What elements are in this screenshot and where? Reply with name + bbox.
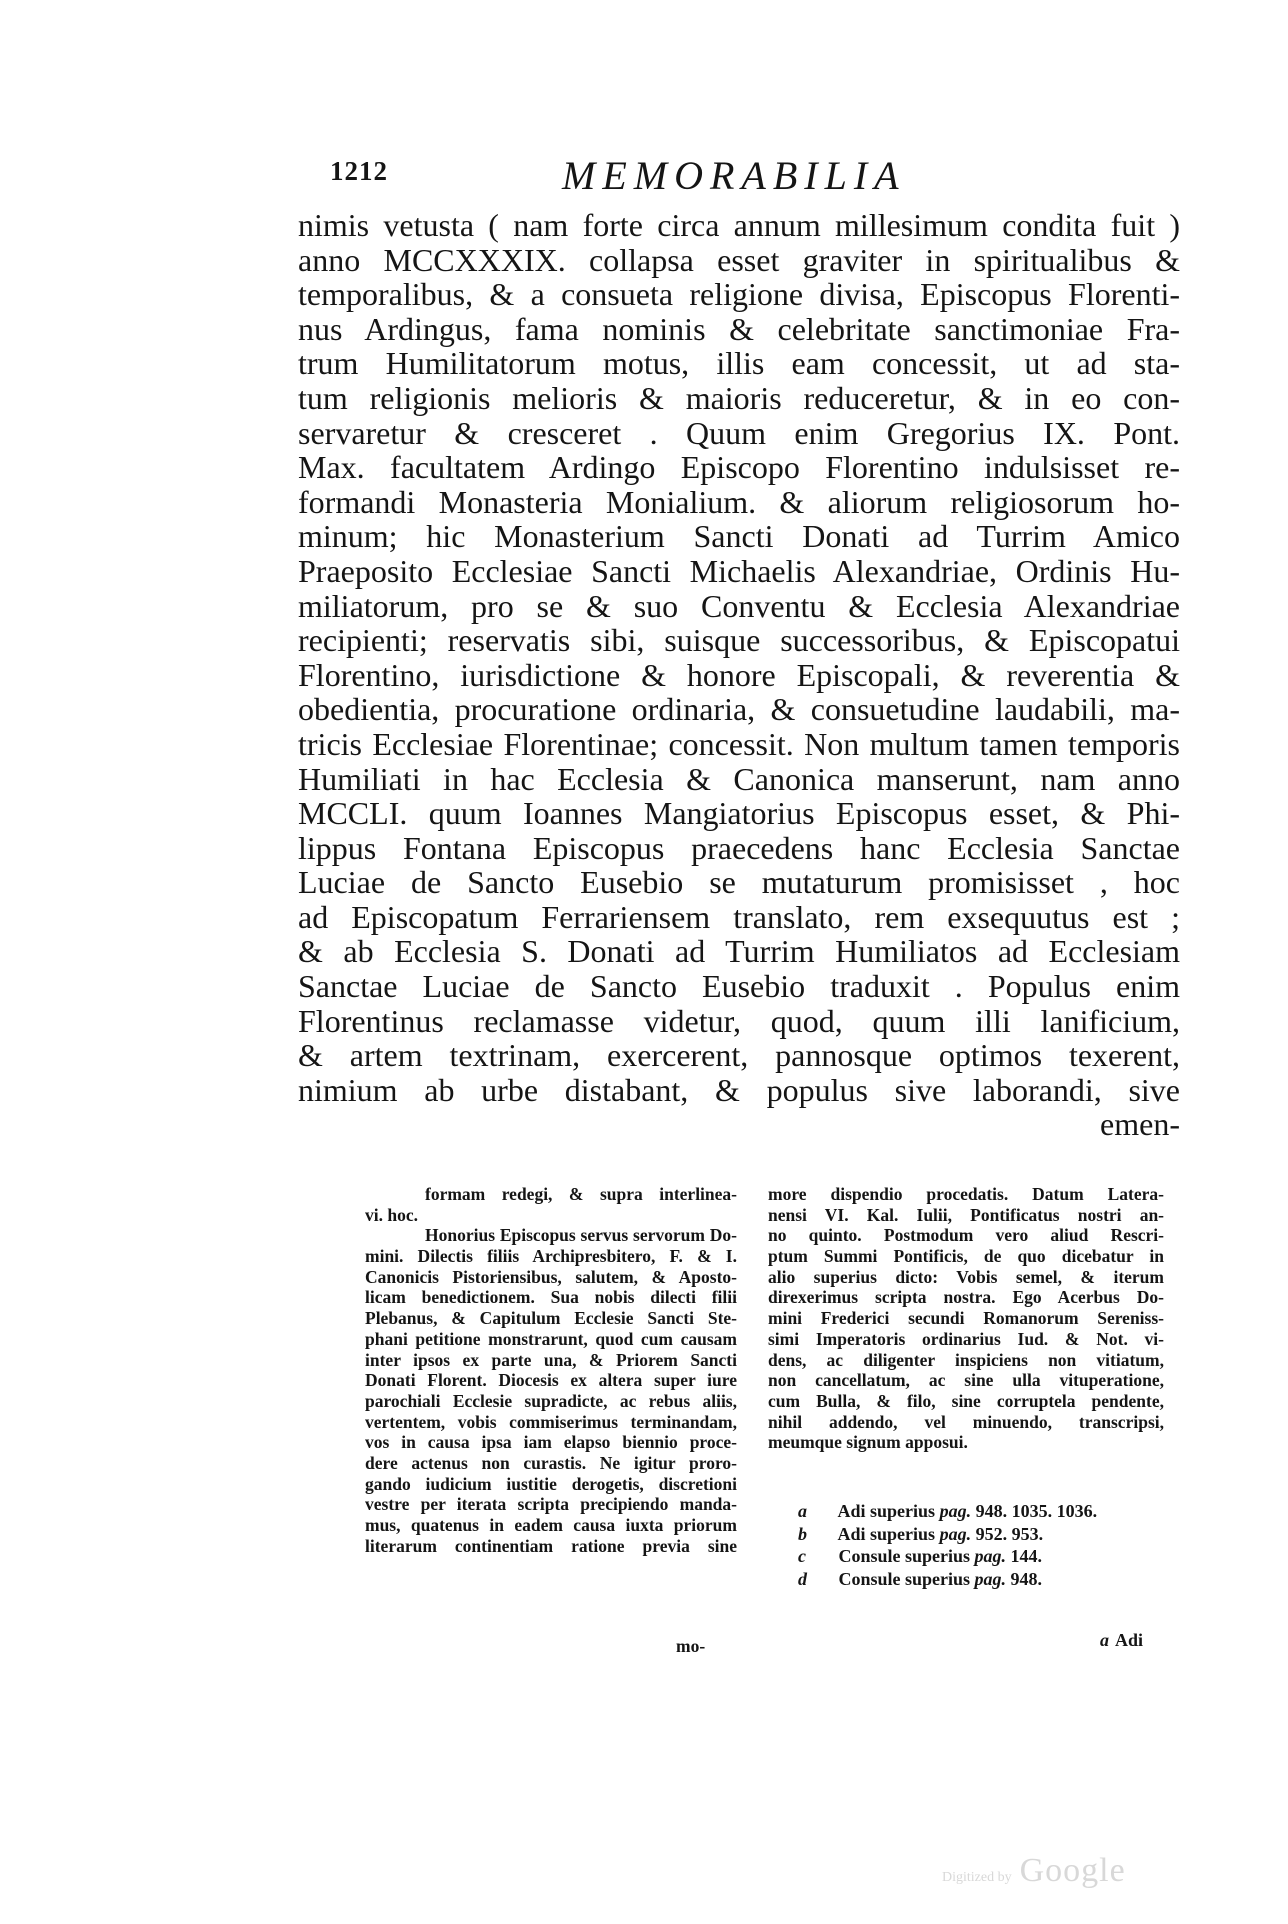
- footnote-column-left: [365, 1184, 737, 1556]
- watermark-caption: Digitized by: [942, 1870, 1012, 1885]
- reference-pag: pag.: [974, 1568, 1007, 1589]
- note-line: Canonicis Pistoriensibus, salutem, & Aposto-: [365, 1266, 737, 1287]
- note-line: vestre per iterata scripta precipiendo manda-: [365, 1494, 737, 1515]
- note-line: Plebanus, & Capitulum Ecclesie Sancti Ste-: [365, 1308, 737, 1329]
- note-line: vertentem, vobis commiserimus terminandam,: [365, 1411, 737, 1432]
- text-line: & artem textrinam, exercerent, pannosque optimos texerent,: [298, 1037, 1180, 1074]
- text-line: & ab Ecclesia S. Donati ad Turrim Humiliatos ad Ecclesiam: [298, 933, 1180, 970]
- footnote-column-right: [768, 1184, 1164, 1453]
- note-line: Donati Florent. Diocesis ex altera super iure: [365, 1370, 737, 1391]
- reference-pag: pag.: [974, 1546, 1007, 1566]
- watermark-logo: Google: [1019, 1852, 1126, 1889]
- note-line: parochiali Ecclesie supradicte, ac rebus aliis,: [365, 1390, 737, 1411]
- running-title: MEMORABILIA: [562, 153, 906, 198]
- note-line: dere actenus non curastis. Ne igitur proro-: [365, 1452, 737, 1473]
- text-line: MCCLI. quum Ioannes Mangiatorius Episcopus esset, & Phi-: [298, 795, 1180, 832]
- text-line: Max. facultatem Ardingo Episcopo Florentino indulsisset re-: [298, 449, 1180, 486]
- catchword: emen-: [1100, 1106, 1180, 1143]
- note-line: inter ipsos ex parte una, & Priorem Sancti: [365, 1349, 737, 1370]
- text-line: miliatorum, pro se & suo Conventu & Ecclesia Alexandriae: [298, 587, 1180, 624]
- text-line: temporalibus, & a consueta religione divisa, Episcopus Florenti-: [298, 276, 1180, 313]
- note-line: Honorius Episcopus servus servorum Do-: [425, 1225, 737, 1246]
- text-line: anno MCCXXXIX. collapsa esset graviter in spiritualibus &: [298, 241, 1180, 278]
- reference-letter: d: [798, 1568, 807, 1589]
- note-line: no quinto. Postmodum vero aliud Rescri-: [768, 1225, 1164, 1246]
- note-line: direxerimus scripta nostra. Ego Acerbus Do-: [768, 1287, 1164, 1308]
- note-line: vi. hoc.: [365, 1204, 418, 1225]
- footnote-mark: d: [1242, 1880, 1244, 1881]
- reference-list: [798, 1500, 1188, 1590]
- text-line: Praeposito Ecclesiae Sancti Michaelis Alexandriae, Ordinis Hu-: [298, 552, 1180, 589]
- text-line: ad Episcopatum Ferrariensem translato, rem exsequutus est ;: [298, 898, 1180, 935]
- reference-item: [798, 1568, 1188, 1591]
- text-line: obedientia, procuratione ordinaria, & consuetudine laudabili, ma-: [298, 691, 1180, 728]
- note-line: vos in causa ipsa iam elapso biennio proce-: [365, 1432, 737, 1453]
- note-line: dens, ac diligenter inspiciens non vitiatum,: [768, 1349, 1164, 1370]
- digitization-watermark: [942, 1852, 1126, 1890]
- reference-pages: 144.: [1010, 1546, 1043, 1566]
- reference-item: [798, 1500, 1188, 1523]
- note-line: nensi VI. Kal. Iulii, Pontificatus nostri an-: [768, 1204, 1164, 1225]
- reference-pages: 948.: [1010, 1568, 1043, 1589]
- note-line: nihil addendo, vel minuendo, transcripsi,: [768, 1411, 1164, 1432]
- note-line: non cancellatum, ac sine ulla vituperatione,: [768, 1370, 1164, 1391]
- text-line: Luciae de Sancto Eusebio se mutaturum promisisset , hoc: [298, 864, 1180, 901]
- note-line: formam redegi, & supra interlinea-: [425, 1184, 737, 1204]
- footnote-mark: a: [1240, 1880, 1241, 1881]
- text-line: nimis vetusta ( nam forte circa annum millesimum condita fuit ): [298, 207, 1180, 243]
- text-line: nus Ardingus, fama nominis & celebritate sanctimoniae Fra-: [298, 310, 1180, 347]
- reference-catchword-letter: a: [1100, 1630, 1109, 1650]
- note-line: ptum Summi Pontificis, de quo dicebatur in: [768, 1246, 1164, 1267]
- note-line: licam benedictionem. Sua nobis dilecti filii: [365, 1287, 737, 1308]
- page-number: 1212: [330, 156, 388, 186]
- reference-letter: c: [798, 1546, 806, 1566]
- reference-text: Adi superius: [837, 1523, 936, 1544]
- text-line-content: servaretur & cresceret . Quum enim Gregorius IX. Pont.: [298, 414, 1180, 451]
- text-line: [298, 416, 1180, 451]
- text-line: minum; hic Monasterium Sancti Donati ad Turrim Amico: [298, 518, 1180, 555]
- note-line: gando iudicium iustitie derogetis, discretioni: [365, 1473, 737, 1494]
- text-line: trum Humilitatorum motus, illis eam concessit, ut ad sta-: [298, 345, 1180, 382]
- note-line: phani petitione monstrarunt, quod cum causam: [365, 1328, 737, 1349]
- reference-letter: a: [798, 1501, 807, 1521]
- reference-letter: b: [798, 1523, 807, 1544]
- reference-pag: pag.: [939, 1501, 972, 1521]
- text-line: Sanctae Luciae de Sancto Eusebio traduxit . Populus enim: [298, 968, 1180, 1005]
- note-line: mini Frederici secundi Romanorum Sereniss-: [768, 1308, 1164, 1329]
- footnote-marks: [1240, 1880, 1243, 1881]
- reference-text: Consule superius: [838, 1568, 971, 1589]
- note-line: cum Bulla, & filo, sine corruptela pendente,: [768, 1390, 1164, 1411]
- text-line: Humiliati in hac Ecclesia & Canonica manserunt, nam anno: [298, 760, 1180, 797]
- reference-item: [798, 1545, 1188, 1568]
- footnote-mark: c: [1241, 1880, 1243, 1881]
- main-text: [298, 208, 1180, 1142]
- text-line: nimium ab urbe distabant, & populus sive laborandi, sive: [298, 1071, 1180, 1108]
- reference-text: Adi superius: [837, 1501, 936, 1521]
- note-line: mini. Dilectis filiis Archipresbitero, F. & I.: [365, 1246, 737, 1267]
- reference-item: [798, 1523, 1188, 1546]
- reference-pages: 952. 953.: [975, 1523, 1044, 1544]
- footnote-catchword: mo-: [676, 1636, 706, 1656]
- note-line: mus, quatenus in eadem causa iuxta priorum: [365, 1515, 737, 1535]
- reference-catchword: [1100, 1630, 1143, 1651]
- note-line: simi Imperatoris ordinarius Iud. & Not. vi-: [768, 1328, 1164, 1349]
- reference-catchword-text: Adi: [1115, 1630, 1144, 1650]
- text-line: Florentinus reclamasse videtur, quod, quum illi lanificium,: [298, 1002, 1180, 1039]
- reference-text: Consule superius: [838, 1546, 971, 1566]
- note-line: literarum continentiam ratione previa sine: [365, 1535, 737, 1556]
- text-line: Florentino, iurisdictione & honore Episcopali, & reverentia &: [298, 656, 1180, 693]
- reference-pages: 948. 1035. 1036.: [975, 1501, 1098, 1521]
- text-line: lippus Fontana Episcopus praecedens hanc Ecclesia Sanctae: [298, 829, 1180, 866]
- text-line: formandi Monasteria Monialium. & aliorum religiosorum ho-: [298, 483, 1180, 520]
- reference-pag: pag.: [939, 1523, 972, 1544]
- page-header: [290, 152, 1170, 202]
- note-line: more dispendio procedatis. Datum Latera-: [768, 1184, 1164, 1204]
- footnote-mark: b: [1240, 1880, 1242, 1881]
- note-line: meumque signum apposui.: [768, 1432, 968, 1453]
- text-line: tum religionis melioris & maioris reduceretur, & in eo con-: [298, 379, 1180, 416]
- note-line: alio superius dicto: Vobis semel, & iterum: [768, 1266, 1164, 1287]
- text-line: tricis Ecclesiae Florentinae; concessit. Non multum tamen temporis: [298, 725, 1180, 762]
- text-line: recipienti; reservatis sibi, suisque successoribus, & Episcopatui: [298, 622, 1180, 659]
